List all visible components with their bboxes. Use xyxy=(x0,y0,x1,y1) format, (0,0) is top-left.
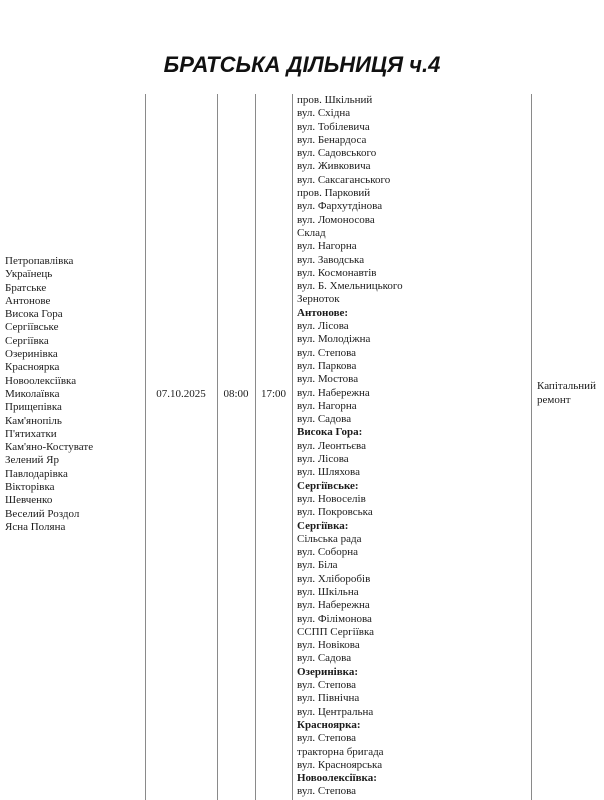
settlement-name: Братське xyxy=(5,281,47,294)
street-line: вул. Молодіжна xyxy=(297,333,371,346)
settlement-name: Новоолексіївка xyxy=(5,374,77,387)
settlement-name: Зелений Яр xyxy=(5,454,60,467)
street-line: вул. Заводська xyxy=(297,253,365,266)
settlement-name: Прищепівка xyxy=(5,401,62,414)
street-line: вул. Нагорна xyxy=(297,399,357,412)
street-line: вул. Живковича xyxy=(297,160,371,173)
settlement-name: Кам'янопіль xyxy=(5,414,62,427)
street-line: вул. Новоселів xyxy=(297,492,366,505)
street-line: вул. Шкільна xyxy=(297,585,359,598)
street-line: вул. Соборна xyxy=(297,546,359,559)
street-line: Склад xyxy=(297,226,326,239)
street-line: вул. Філімонова xyxy=(297,612,372,625)
street-line: вул. Лісова xyxy=(297,453,349,466)
settlement-name: Кам'яно-Костувате xyxy=(5,441,94,454)
settlement-name: Ясна Поляна xyxy=(5,520,66,533)
street-line: вул. Паркова xyxy=(297,359,357,372)
settlement-name: Петропавлівка xyxy=(5,255,74,267)
street-line: вул. Степова xyxy=(297,732,357,745)
street-line: вул. Покровська xyxy=(297,506,373,519)
street-line: вул. Степова xyxy=(297,785,357,798)
street-line: вул. Садова xyxy=(297,413,352,426)
street-line: вул. Набережна xyxy=(297,599,370,612)
street-line: Зерноток xyxy=(297,293,340,306)
settlement-name: Павлодарівка xyxy=(5,467,68,480)
settlement-name: Українець xyxy=(5,268,53,281)
street-line: пров. Шкільний xyxy=(297,94,373,106)
settlement-name: Висока Гора xyxy=(5,308,63,321)
street-line: вул. Саксаганського xyxy=(297,173,391,186)
street-line: вул. Біла xyxy=(297,559,338,572)
street-line: вул. Степова xyxy=(297,679,357,692)
street-line: пров. Парковий xyxy=(297,187,371,200)
street-group-header: Красноярка: xyxy=(297,718,361,731)
street-line: вул. Лісова xyxy=(297,320,349,333)
column-divider xyxy=(217,94,218,800)
street-group-header: Сергіївське: xyxy=(297,479,359,492)
settlement-name: Веселий Роздол xyxy=(5,507,80,520)
settlement-name: П'ятихатки xyxy=(5,427,57,440)
street-group-header: Озеринівка: xyxy=(297,665,358,678)
settlement-name: Шевченко xyxy=(5,494,53,507)
outage-start-time: 08:00 xyxy=(223,388,249,400)
street-line: вул. Нагорна xyxy=(297,240,357,253)
street-line: вул. Тобілевича xyxy=(297,120,370,133)
street-line: вул. Красноярська xyxy=(297,758,383,771)
column-divider xyxy=(531,94,532,800)
streets-column xyxy=(297,94,529,799)
street-line: вул. Новікова xyxy=(297,639,360,652)
settlement-name: Вікторівка xyxy=(5,481,55,494)
street-line: вул. Леонтьєва xyxy=(297,439,366,452)
street-line: вул. Набережна xyxy=(297,386,370,399)
repair-type-label: Капітальний ремонт xyxy=(537,380,596,406)
outage-date: 07.10.2025 xyxy=(156,388,206,400)
column-divider xyxy=(255,94,256,800)
settlement-name: Сергіївка xyxy=(5,334,49,347)
page-title: БРАТСЬКА ДІЛЬНИЦЯ ч.4 xyxy=(163,52,441,77)
settlement-name: Антонове xyxy=(5,294,51,307)
street-group-header: Антонове: xyxy=(297,306,349,319)
street-line: вул. Космонавтів xyxy=(297,266,377,279)
settlements-column xyxy=(5,255,143,534)
street-line: вул. Садовського xyxy=(297,147,377,160)
street-line: вул. Бенардоса xyxy=(297,133,367,146)
street-line: вул. Фархутдінова xyxy=(297,200,383,213)
settlement-name: Озеринівка xyxy=(5,348,58,361)
street-line: вул. Хліборобів xyxy=(297,572,371,585)
column-divider xyxy=(292,94,293,800)
street-line: Сільська рада xyxy=(297,532,362,545)
street-line: вул. Степова xyxy=(297,346,357,359)
street-line: вул. Мостова xyxy=(297,373,359,386)
column-divider xyxy=(145,94,146,800)
settlement-name: Красноярка xyxy=(5,361,60,374)
outage-end-time: 17:00 xyxy=(260,388,287,400)
street-group-header: Новоолексіївка: xyxy=(297,772,377,785)
street-line: вул. Б. Хмельницького xyxy=(297,280,403,293)
street-line: вул. Північна xyxy=(297,692,360,705)
street-line: тракторна бригада xyxy=(297,745,384,758)
street-group-header: Сергіївка: xyxy=(297,519,349,532)
street-line: вул. Садова xyxy=(297,652,352,665)
street-group-header: Висока Гора: xyxy=(297,426,363,439)
street-line: вул. Шляхова xyxy=(297,466,360,479)
settlement-name: Сергіївське xyxy=(5,321,59,334)
settlement-name: Миколаївка xyxy=(5,387,60,400)
street-line: вул. Східна xyxy=(297,107,351,120)
street-line: вул. Центральна xyxy=(297,705,374,718)
street-line: вул. Ломоносова xyxy=(297,213,375,226)
street-line: ССПП Сергіївка xyxy=(297,625,375,638)
